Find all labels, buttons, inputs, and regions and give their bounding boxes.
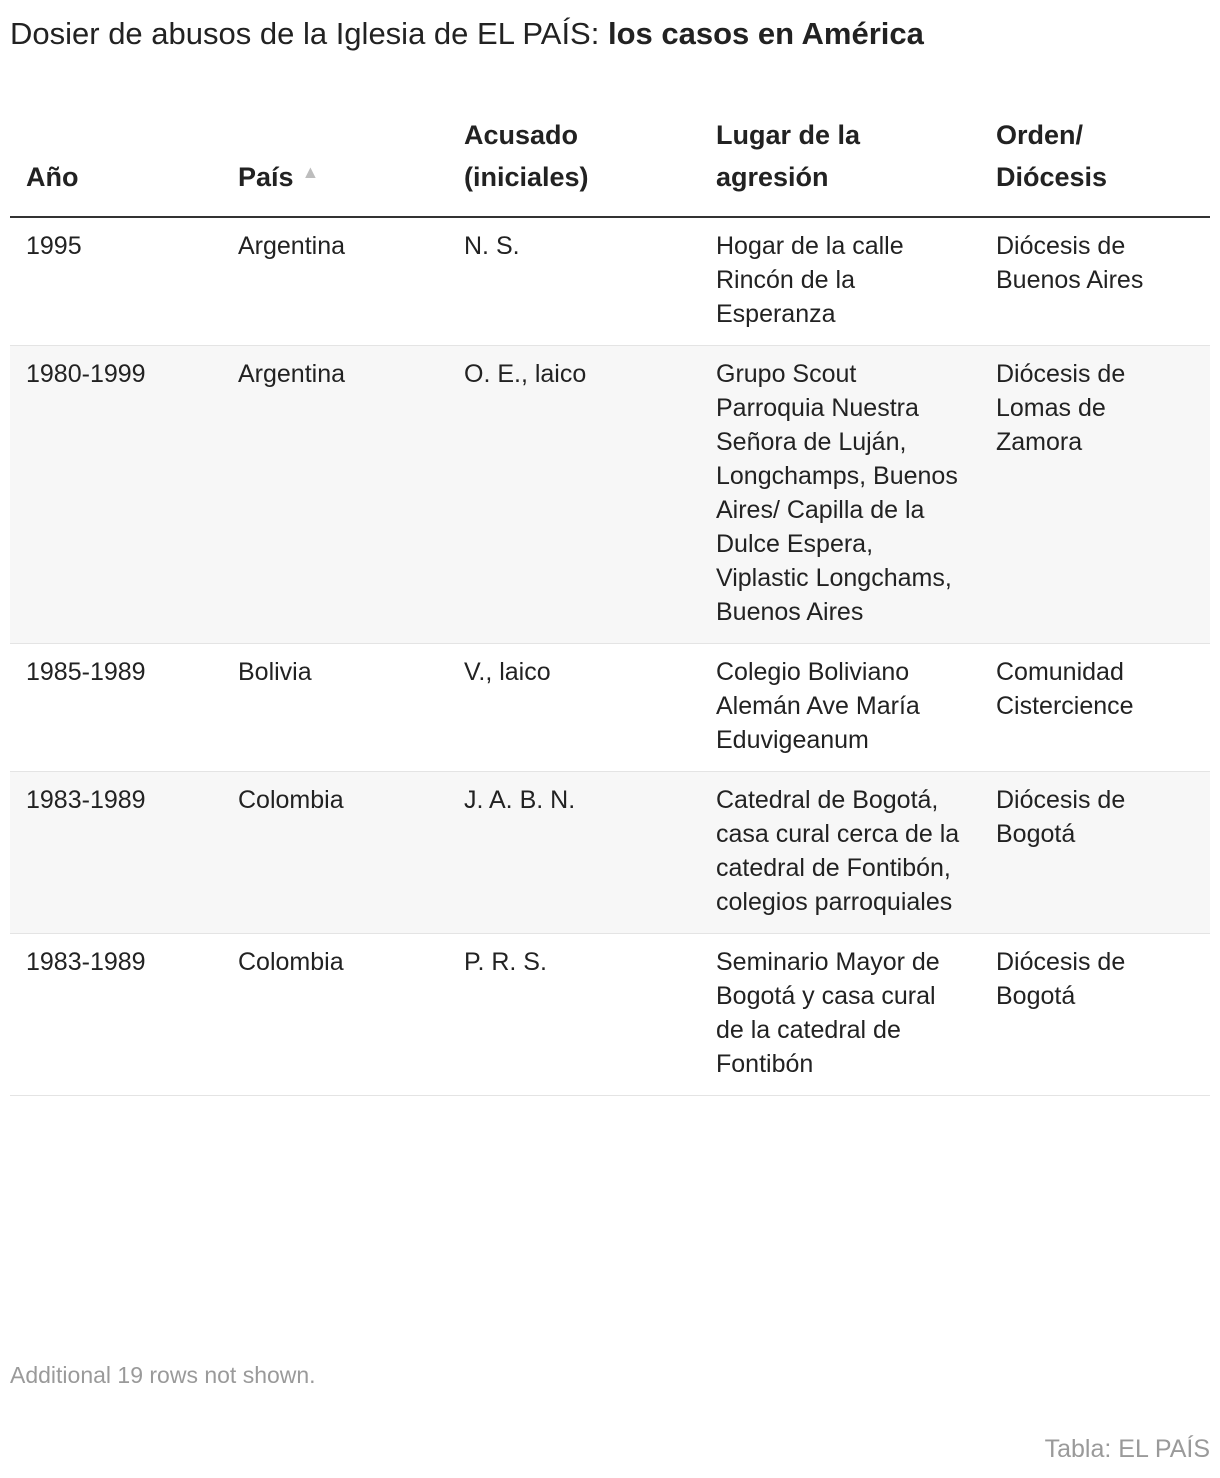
cell-accused: J. A. B. N. xyxy=(448,772,700,934)
column-header-label: Orden/ Diócesis xyxy=(996,120,1108,192)
rows-not-shown-note: Additional 19 rows not shown. xyxy=(10,1362,316,1388)
cell-place: Catedral de Bogotá, casa cural cerca de la catedral de Fontibón, colegios parroquiales xyxy=(700,772,980,934)
cell-place: Colegio Boliviano Alemán Ave María Eduvigeanum xyxy=(700,644,980,772)
cell-order: Diócesis de Bogotá xyxy=(980,934,1210,1096)
sort-ascending-icon: ▲ xyxy=(301,162,320,182)
table-row xyxy=(10,346,1210,644)
cell-accused: P. R. S. xyxy=(448,934,700,1096)
source-credit: Tabla: EL PAÍS xyxy=(1044,1435,1210,1463)
cell-place: Grupo Scout Parroquia Nuestra Señora de Luján, Longchamps, Buenos Aires/ Capilla de la Dulce Espera, Viplastic Longchams, Buenos Aires xyxy=(700,346,980,644)
title-prefix: Dosier de abusos de la Iglesia de EL PAÍS: xyxy=(10,16,600,51)
cell-year: 1983-1989 xyxy=(10,772,222,934)
table-body xyxy=(10,217,1210,1096)
table-title xyxy=(10,14,924,54)
cell-year: 1980-1999 xyxy=(10,346,222,644)
cell-accused: V., laico xyxy=(448,644,700,772)
cell-year: 1995 xyxy=(10,217,222,346)
table-row xyxy=(10,644,1210,772)
column-header-place[interactable] xyxy=(700,108,980,217)
table-row xyxy=(10,217,1210,346)
cell-country: Bolivia xyxy=(222,644,448,772)
cell-order: Diócesis de Bogotá xyxy=(980,772,1210,934)
cell-accused: N. S. xyxy=(448,217,700,346)
column-header-country[interactable] xyxy=(222,108,448,217)
cell-country: Argentina xyxy=(222,217,448,346)
cell-order: Diócesis de Lomas de Zamora xyxy=(980,346,1210,644)
cases-table xyxy=(10,108,1210,1096)
column-header-label: Lugar de la agresión xyxy=(716,120,861,192)
cell-accused: O. E., laico xyxy=(448,346,700,644)
header-row xyxy=(10,108,1210,217)
column-header-label: Año xyxy=(26,162,79,192)
table-header xyxy=(10,108,1210,217)
cell-place: Seminario Mayor de Bogotá y casa cural de la catedral de Fontibón xyxy=(700,934,980,1096)
cell-place: Hogar de la calle Rincón de la Esperanza xyxy=(700,217,980,346)
cell-country: Argentina xyxy=(222,346,448,644)
column-header-label: Acusado (iniciales) xyxy=(464,120,589,192)
column-header-year[interactable] xyxy=(10,108,222,217)
cell-order: Comunidad Cistercience xyxy=(980,644,1210,772)
column-header-accused[interactable] xyxy=(448,108,700,217)
column-header-order[interactable] xyxy=(980,108,1210,217)
cell-country: Colombia xyxy=(222,772,448,934)
column-header-label: País xyxy=(238,162,294,192)
table-row xyxy=(10,934,1210,1096)
cell-order: Diócesis de Buenos Aires xyxy=(980,217,1210,346)
cell-year: 1983-1989 xyxy=(10,934,222,1096)
title-bold: los casos en América xyxy=(607,16,924,51)
cell-country: Colombia xyxy=(222,934,448,1096)
cell-year: 1985-1989 xyxy=(10,644,222,772)
table-row xyxy=(10,772,1210,934)
